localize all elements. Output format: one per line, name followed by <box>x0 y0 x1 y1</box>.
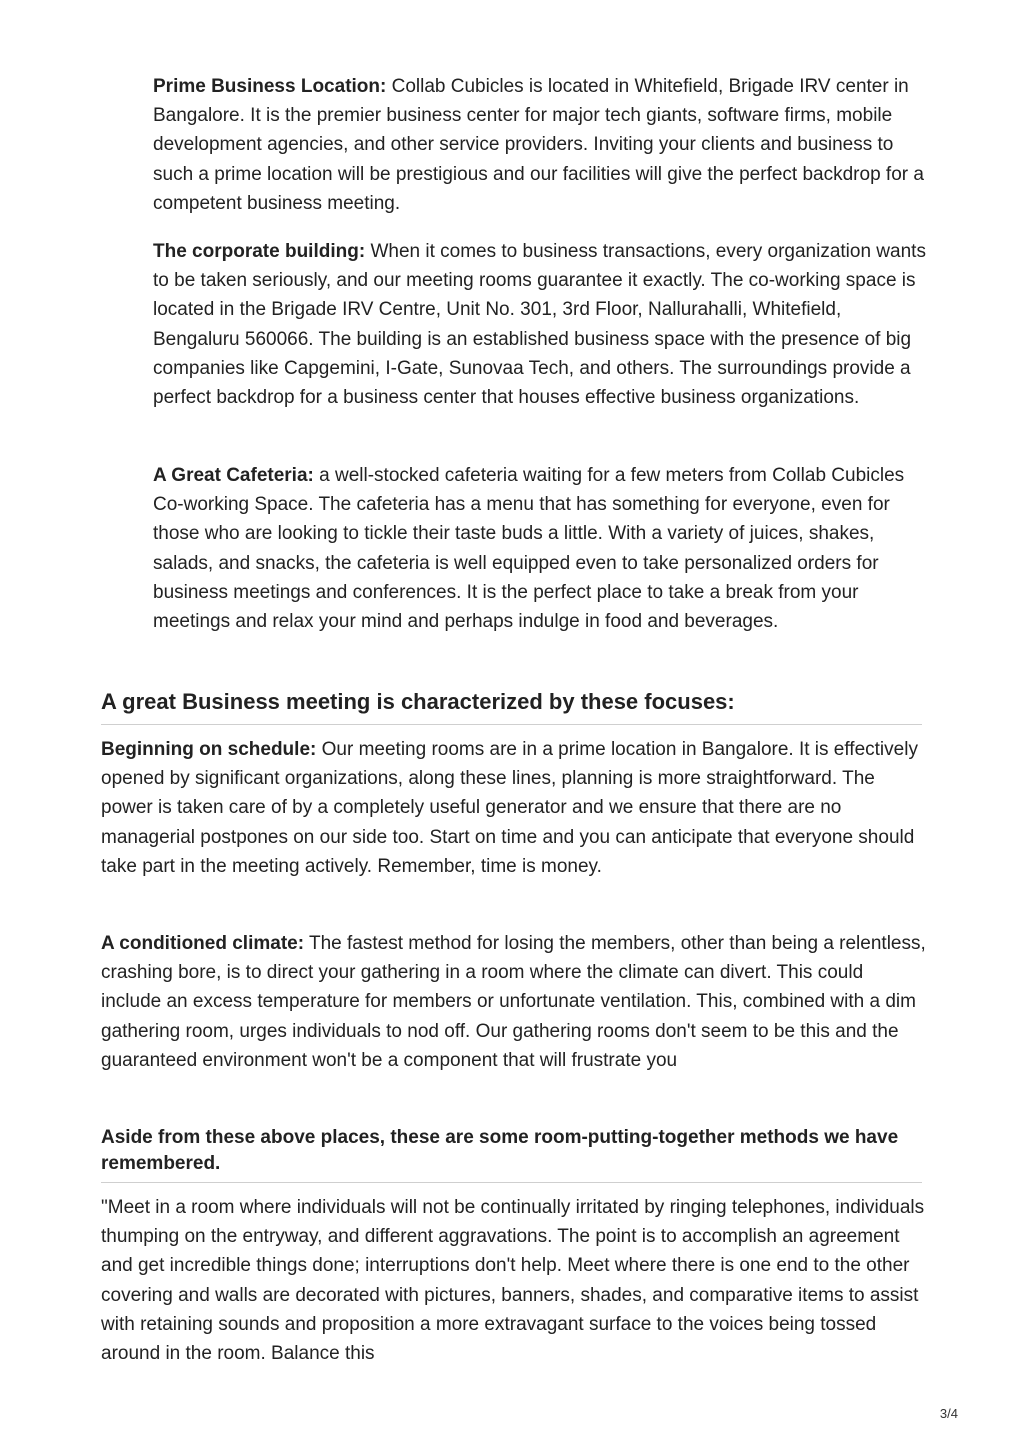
paragraph-lead: The corporate building: <box>153 241 366 262</box>
paragraph-text: Our meeting rooms are in a prime location in Bangalore. It is effectively opened by significant organizations, along these lines, planning is more straightforward. The power is taken care of by a completely useful generator and we ensure that there are no managerial postpones on our side too. Start on time and you can anticipate that everyone should take part in the meeting actively. Remember, time is money. <box>101 739 918 877</box>
paragraph-lead: Prime Business Location: <box>153 76 387 97</box>
subheading-block <box>101 1125 927 1176</box>
paragraph-text: a well-stocked cafeteria waiting for a few meters from Collab Cubicles Co-working Space. The cafeteria has a menu that has something for everyone, even for those who are looking to tickle their taste buds a little. With a variety of juices, shakes, salads, and snacks, the cafeteria is well equipped even to take personalized orders for business meetings and conferences. It is the perfect place to take a break from your meetings and relax your mind and perhaps indulge in food and beverages. <box>153 465 905 633</box>
section-heading-block <box>101 688 927 716</box>
subheading: Aside from these above places, these are some room-putting-together methods we have remembered. <box>101 1127 899 1174</box>
paragraph-lead: Beginning on schedule: <box>101 739 317 760</box>
paragraph-text: The fastest method for losing the members, other than being a relentless, crashing bore, is to direct your gathering in a room where the climate can divert. This could include an excess temperature for members or unfortunate ventilation. This, combined with a dim gathering room, urges individuals to nod off. Our gathering rooms don't seem to be this and the guaranteed environment won't be a component that will frustrate you <box>101 933 926 1071</box>
paragraph-text: "Meet in a room where individuals will not be continually irritated by ringing telephones, individuals thumping on the entryway, and different aggravations. The point is to accomplish an agreement and get incredible things done; interruptions don't help. Meet where there is one end to the other covering and walls are decorated with pictures, banners, shades, and comparative items to assist with retaining sounds and proposition a more extravagant surface to the voices being tossed around in the room. Balance this <box>101 1197 925 1365</box>
paragraph-closing <box>101 1193 927 1368</box>
paragraph-text: Collab Cubicles is located in Whitefield, Brigade IRV center in Bangalore. It is the premier business center for major tech giants, software firms, mobile development agencies, and other service providers. Inviting your clients and business to such a prime location will be prestigious and our facilities will give the perfect backdrop for a competent business meeting. <box>153 76 924 214</box>
paragraph-beginning-on-schedule <box>101 735 927 881</box>
section-heading: A great Business meeting is characterized by these focuses: <box>101 689 735 714</box>
paragraph-lead: A conditioned climate: <box>101 933 305 954</box>
subheading-divider <box>101 1182 922 1183</box>
paragraph-conditioned-climate <box>101 929 927 1075</box>
page-number: 3/4 <box>939 1406 958 1421</box>
paragraph-prime-business-location <box>153 72 928 218</box>
paragraph-lead: A Great Cafeteria: <box>153 465 314 486</box>
paragraph-corporate-building <box>153 237 928 412</box>
paragraph-text: When it comes to business transactions, every organization wants to be taken seriously, and our meeting rooms guarantee it exactly. The co-working space is located in the Brigade IRV Centre, Unit No. 301, 3rd Floor, Nallurahalli, Whitefield, Bengaluru 560066. The building is an established business space with the presence of big companies like Capgemini, I-Gate, Sunovaa Tech, and others. The surroundings provide a perfect backdrop for a business center that houses effective business organizations. <box>153 241 926 409</box>
paragraph-great-cafeteria <box>153 461 928 636</box>
section-heading-divider <box>101 724 922 725</box>
